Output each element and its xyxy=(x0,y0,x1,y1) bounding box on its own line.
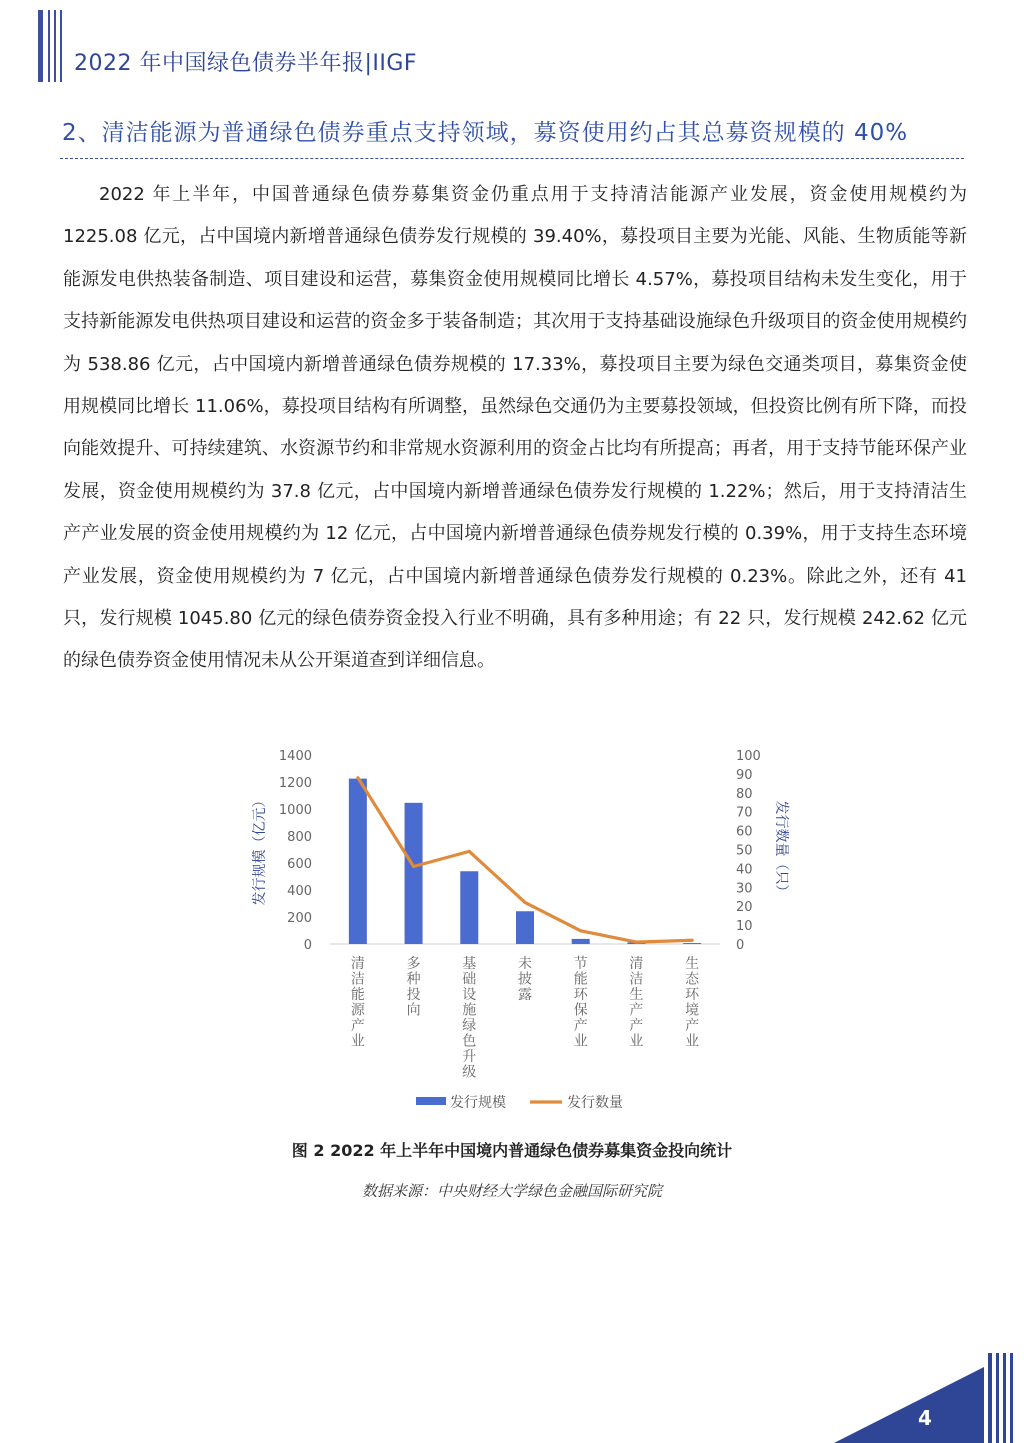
data-source: 数据来源：中央财经大学绿色金融国际研究院 xyxy=(361,1182,662,1200)
legend-line-label: 发行数量 xyxy=(567,1095,623,1111)
y-tick-label: 600 xyxy=(287,857,312,872)
bond-allocation-chart xyxy=(240,740,789,1120)
y2-tick-label: 70 xyxy=(736,805,753,821)
y2-tick-label: 100 xyxy=(736,749,761,764)
x-tick-label: 未披露 xyxy=(518,956,532,1003)
x-tick-label: 节能环保产业 xyxy=(573,956,588,1050)
x-tick-label: 清洁能源产业 xyxy=(350,956,365,1050)
y2-tick-label: 40 xyxy=(736,862,753,878)
y2-tick-label: 50 xyxy=(736,843,753,859)
y-tick-label: 200 xyxy=(287,911,312,926)
legend-bar-swatch xyxy=(416,1097,446,1105)
section-heading: 2、清洁能源为普通绿色债券重点支持领域，募资使用约占其总募资规模的 40% xyxy=(62,120,909,146)
bar xyxy=(572,939,590,944)
bar xyxy=(460,871,478,944)
y-tick-label: 1000 xyxy=(278,803,312,818)
y-axis-title: 发行规模（亿元） xyxy=(252,793,268,906)
line-point xyxy=(579,929,582,932)
y2-tick-label: 90 xyxy=(736,767,753,783)
page-corner-decoration xyxy=(804,1353,1024,1443)
y-tick-label: 800 xyxy=(287,830,312,845)
line-point xyxy=(412,865,415,868)
y2-tick-label: 80 xyxy=(736,786,753,802)
y-tick-label: 1400 xyxy=(278,749,312,764)
bar xyxy=(516,911,534,944)
bar xyxy=(349,779,367,944)
x-tick-label: 多种投向 xyxy=(406,956,421,1019)
y2-tick-label: 30 xyxy=(736,881,753,897)
line-point xyxy=(635,941,638,944)
section-divider xyxy=(60,158,964,159)
y-tick-label: 1200 xyxy=(278,776,312,791)
y2-tick-label: 10 xyxy=(736,919,753,935)
line-point xyxy=(691,939,694,942)
x-tick-label: 生态环境产业 xyxy=(685,956,700,1050)
y2-tick-label: 0 xyxy=(736,938,745,953)
y2-tick-label: 20 xyxy=(736,900,753,916)
line-point xyxy=(523,901,526,904)
page-number: 4 xyxy=(918,1406,932,1430)
line-point xyxy=(356,776,359,779)
y-tick-label: 400 xyxy=(287,884,312,899)
legend-bar-label: 发行规模 xyxy=(450,1095,506,1111)
line-point xyxy=(468,850,471,853)
y-tick-label: 0 xyxy=(303,938,312,953)
bar xyxy=(683,943,701,944)
x-tick-label: 基础设施绿色升级 xyxy=(462,956,477,1081)
header-title: 2022 年中国绿色债券半年报|IIGF xyxy=(74,51,418,76)
y2-axis-title: 发行数量（只） xyxy=(773,800,789,899)
header-decoration-bars xyxy=(38,10,68,82)
figure-caption: 图 2 2022 年上半年中国境内普通绿色债券募集资金投向统计 xyxy=(291,1141,733,1160)
y2-tick-label: 60 xyxy=(736,824,753,840)
body-paragraph: 2022 年上半年，中国普通绿色债券募集资金仍重点用于支持清洁能源产业发展，资金使用规模约为 1225.08 亿元，占中国境内新增普通绿色债券发行规模的 39.40%，募投项目主要为光能、风能、生物质能等新能源发电供热装备制造、项目建设和运营，募集资金使用规模同比增长 4.57%，募投项目结构未发生变化，用于支持新能源发电供热项目建设和运营的资金多于装备制造；其次用于支持基础设施绿色升级项目的资金使用规模约为 538.86 亿元，占中国境内新增普通绿色债券规模的 17.33%，募投项目主要为绿色交通类项目，募集资金使用规模同比增长 11.06%，募投项目结构有所调整，虽然绿色交通仍为主要募投领域，但投资比例有所下降，而投向能效提升、可持续建筑、水资源节约和非常规水资源利用的资金占比均有所提高；再者，用于支持节能环保产业发展，资金使用规模约为 37.8 亿元，占中国境内新增普通绿色债券发行规模的 1.22%；然后，用于支持清洁生产产业发展的资金使用规模约为 12 亿元，占中国境内新增普通绿色债券规发行模的 0.39%，用于支持生态环境产业发展，资金使用规模约为 7 亿元，占中国境内新增普通绿色债券发行规模的 0.23%。除此之外，还有 41 只，发行规模 1045.80 亿元的绿色债券资金投入行业不明确，具有多种用途；有 22 只，发行规模 242.62 亿元的绿色债券资金使用情况未从公开渠道查到详细信息。 xyxy=(63,184,967,672)
x-tick-label: 清洁生产产业 xyxy=(629,956,644,1050)
bar xyxy=(405,803,423,944)
